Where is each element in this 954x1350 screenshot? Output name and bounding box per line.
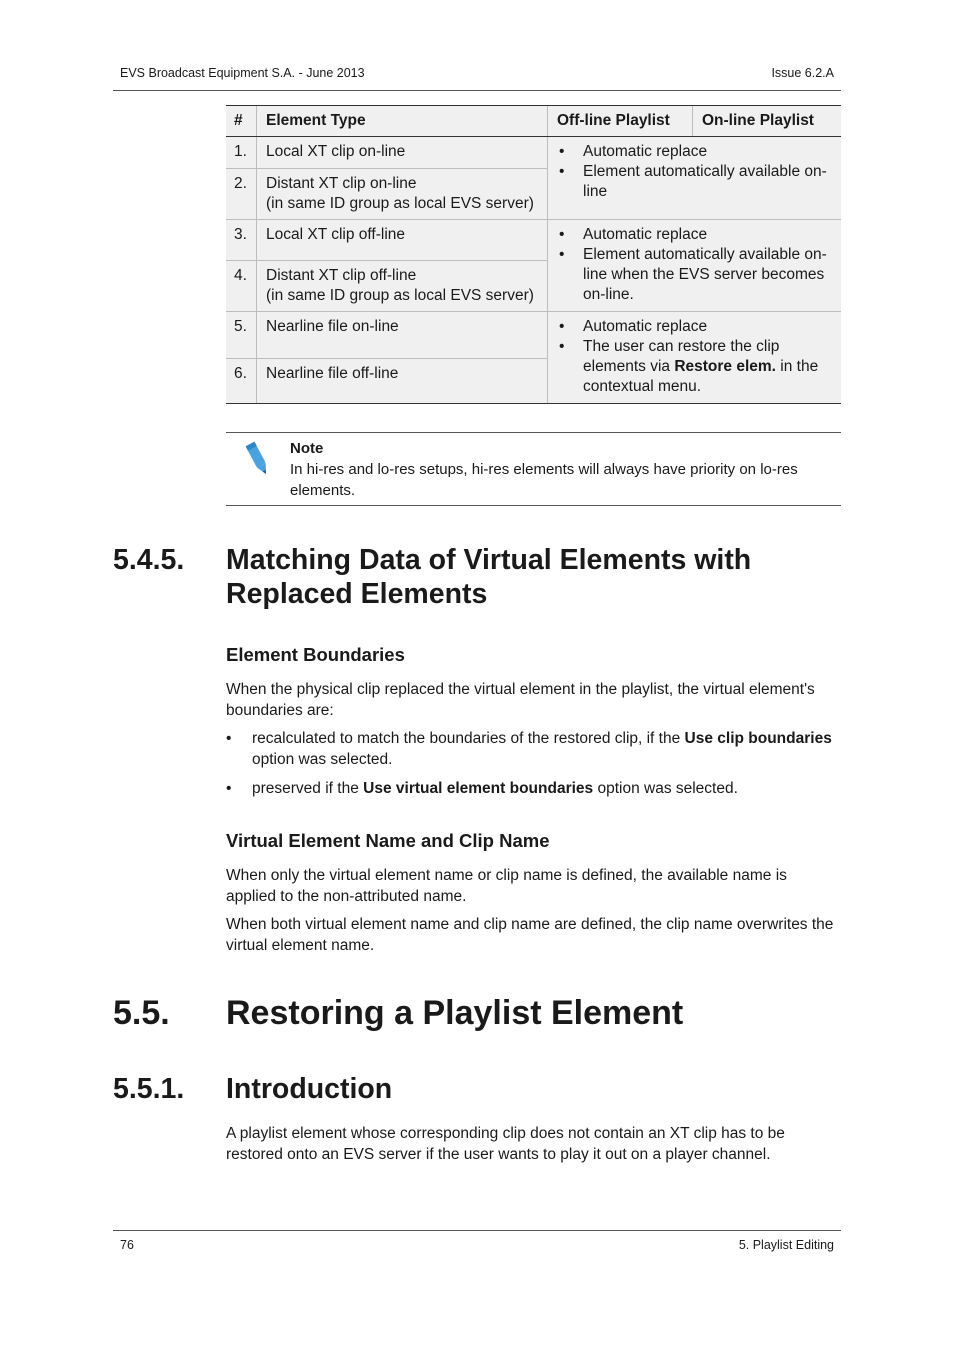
paragraph: When only the virtual element name or clip name is defined, the available name is applied to the non-attributed name.: [226, 867, 787, 905]
row-number: 5.: [226, 312, 257, 359]
row-number: 6.: [226, 359, 257, 404]
list-item: • Element automatically available on-line: [557, 162, 832, 202]
footer-divider: [113, 1230, 841, 1231]
playlist-behavior-cell: [548, 220, 842, 312]
section-number: 5.4.5.: [113, 544, 185, 576]
row-number: 3.: [226, 220, 257, 261]
table-row: [226, 137, 841, 169]
col-number-header: #: [226, 106, 257, 137]
option-name: Use clip boundaries: [684, 730, 832, 747]
list-item-text: in the contextual menu.: [583, 358, 819, 395]
table-row: [226, 220, 841, 261]
row-number: 2.: [226, 169, 257, 220]
playlist-behavior-cell: [548, 312, 842, 404]
option-name: Use virtual element boundaries: [363, 780, 594, 797]
paragraph: When both virtual element name and clip name are defined, the clip name overwrites the virtual element name.: [226, 916, 834, 954]
element-type-table: [226, 105, 841, 404]
behavior-list: [557, 142, 832, 202]
element-type-cell: Local XT clip on-line: [257, 137, 548, 169]
element-type-cell: [257, 261, 548, 312]
bullet-text: [252, 729, 841, 770]
list-item: [557, 337, 832, 397]
element-type-cell: [257, 169, 548, 220]
note-title: Note: [290, 440, 324, 457]
bullet-text: [252, 779, 841, 800]
bullet: •: [226, 730, 232, 747]
element-type-cell: Local XT clip off-line: [257, 220, 548, 261]
section-title: Restoring a Playlist Element: [226, 994, 684, 1032]
section-title-line: Replaced Elements: [226, 578, 488, 610]
paragraph: When the physical clip replaced the virtual element in the playlist, the virtual element's boundaries are:: [226, 681, 815, 719]
header-issue: Issue 6.2.A: [771, 66, 834, 80]
section-title-line: Matching Data of Virtual Elements with: [226, 544, 752, 576]
bullet-item: [226, 779, 841, 801]
bullet-item: [226, 729, 841, 771]
footer-chapter: 5. Playlist Editing: [738, 1238, 834, 1252]
list-item: • Automatic replace: [557, 317, 832, 337]
behavior-list: [557, 225, 832, 305]
note-text: In hi-res and lo-res setups, hi-res elements will always have priority on lo-res elements.: [290, 461, 798, 499]
bullet-text-part: option was selected.: [593, 780, 738, 797]
behavior-list: [557, 317, 832, 397]
row-number: 1.: [226, 137, 257, 169]
bullet: •: [226, 780, 232, 797]
col-online-header: On-line Playlist: [693, 106, 842, 137]
element-type-subline: (in same ID group as local EVS server): [266, 287, 534, 304]
list-item: • Automatic replace: [557, 142, 832, 162]
subheading-element-boundaries: Element Boundaries: [226, 644, 405, 665]
pencil-icon: [242, 439, 274, 479]
section-number: 5.5.: [113, 994, 170, 1032]
header-document-title: EVS Broadcast Equipment S.A. - June 2013: [120, 66, 365, 80]
element-type-cell: Nearline file on-line: [257, 312, 548, 359]
list-item: • Element automatically available on-line when the EVS server becomes on-line.: [557, 245, 832, 305]
menu-command-name: Restore elem.: [674, 358, 776, 375]
paragraph: A playlist element whose corresponding clip does not contain an XT clip has to be restored onto an EVS server if the user wants to play it out on a player channel.: [226, 1125, 785, 1163]
element-type-line: Distant XT clip on-line: [266, 175, 417, 192]
section-title: [226, 543, 841, 611]
list-item-text: The user can restore the clip elements via: [583, 338, 780, 375]
table-row: [226, 312, 841, 359]
bullet-text-part: preserved if the: [252, 780, 364, 797]
element-type-cell: Nearline file off-line: [257, 359, 548, 404]
note-box: [226, 432, 841, 506]
playlist-behavior-cell: [548, 137, 842, 220]
row-number: 4.: [226, 261, 257, 312]
list-item: • Automatic replace: [557, 225, 832, 245]
bullet-text-part: option was selected.: [252, 750, 393, 768]
section-title: Introduction: [226, 1073, 393, 1105]
element-type-subline: (in same ID group as local EVS server): [266, 195, 534, 212]
table-header-row: [226, 106, 841, 137]
page-number: 76: [120, 1238, 134, 1252]
col-element-type-header: Element Type: [257, 106, 548, 137]
bullet-text-part: recalculated to match the boundaries of the restored clip, if the: [252, 730, 685, 747]
element-type-line: Distant XT clip off-line: [266, 267, 417, 284]
subheading-names: Virtual Element Name and Clip Name: [226, 830, 550, 851]
header-divider: [113, 90, 841, 91]
section-number: 5.5.1.: [113, 1073, 185, 1105]
col-offline-header: Off-line Playlist: [548, 106, 693, 137]
